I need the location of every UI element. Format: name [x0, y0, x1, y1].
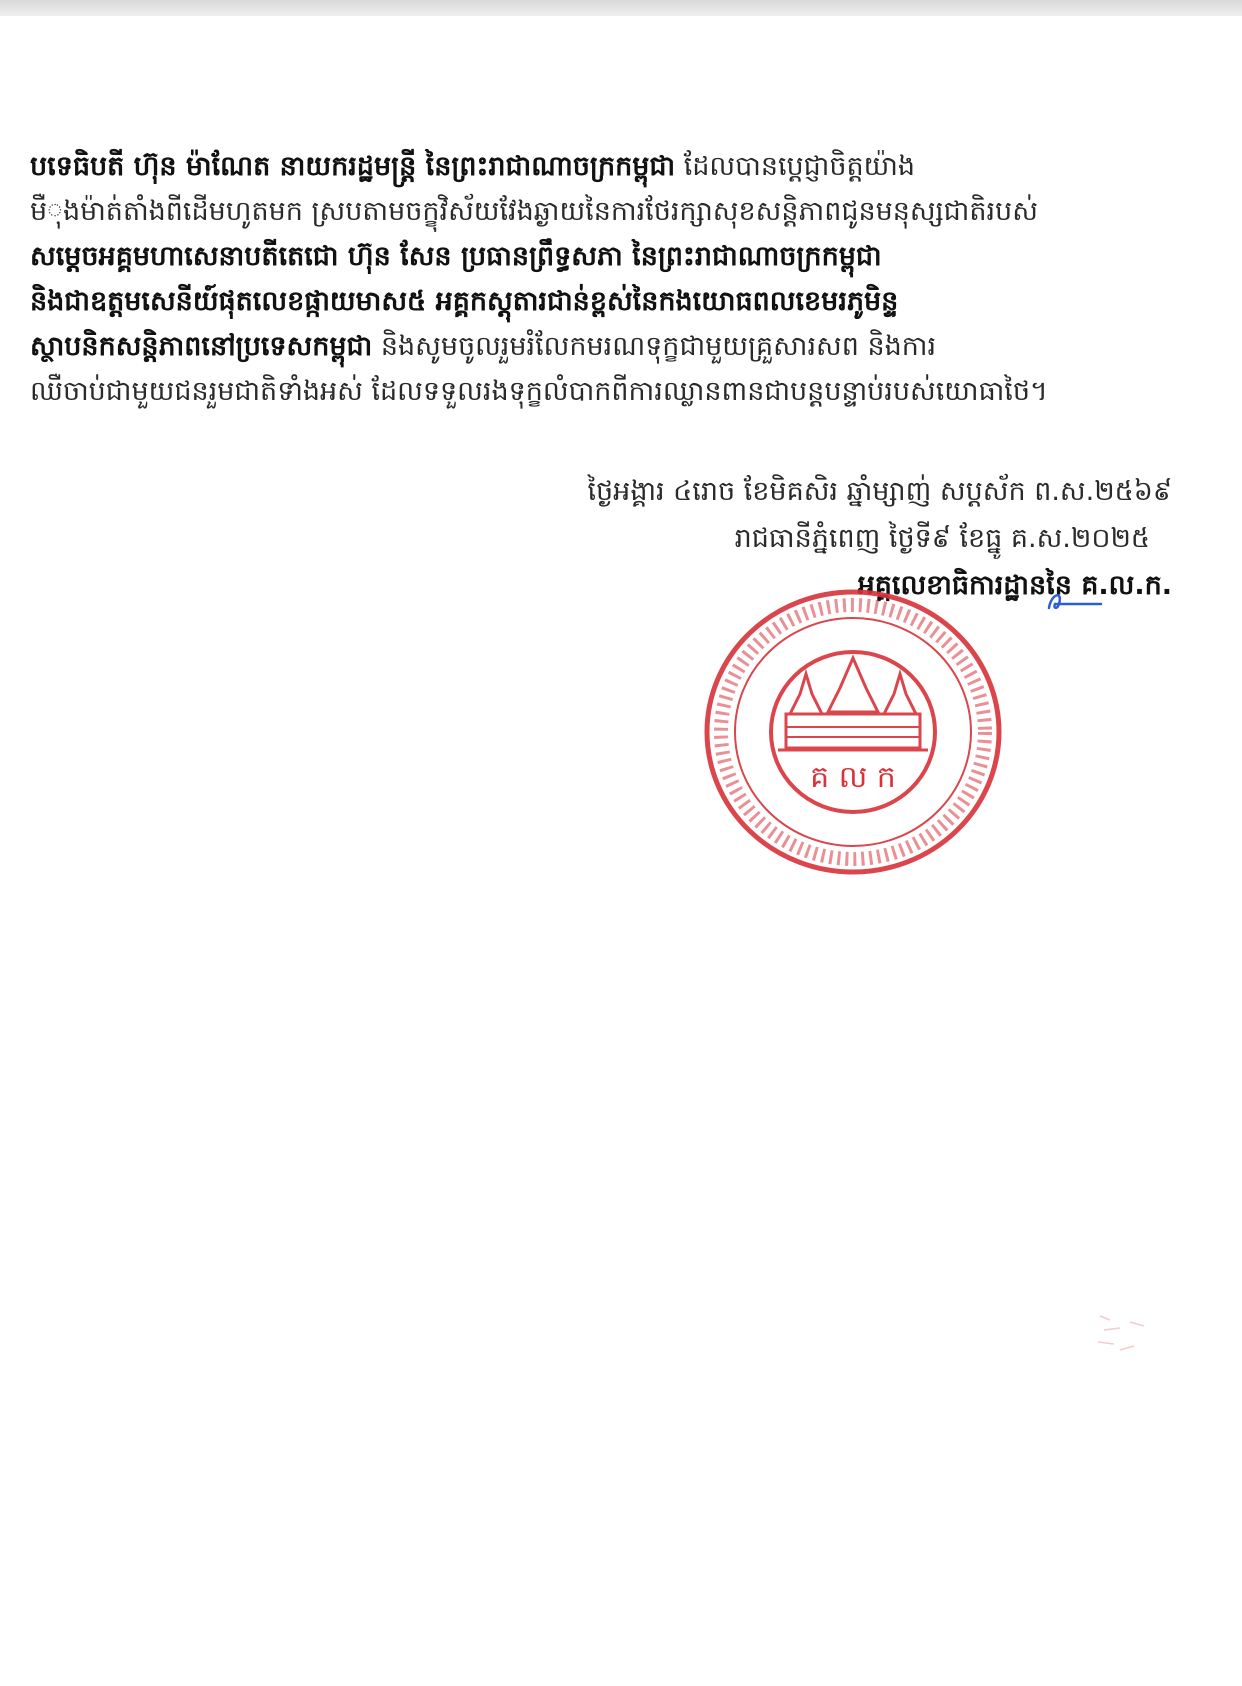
lunar-date: ថ្ងៃអង្គារ ៤រោច ខែមិគសិរ ឆ្នាំម្សាញ់ សប្តស័ក ព.ស.២៥៦៩ [587, 476, 1172, 507]
official-seal-icon [700, 582, 1006, 882]
bold-phrase: និងជាឧត្តមសេនីយ៍ផុតលេខផ្កាយមាស៥ អគ្គកស្តុតារជាន់ខ្ពស់នៃកងយោធពលខេមរភូមិន្ទ [30, 286, 899, 317]
viewer-top-bar [0, 0, 1242, 17]
body-line [30, 324, 1180, 369]
body-line [30, 189, 1180, 234]
normal-phrase: ដែលបានប្តេជ្ញាចិត្តយ៉ាង [675, 151, 916, 182]
normal-phrase: និងសូមចូលរួមរំលែកមរណទុក្ខជាមួយគ្រួសារសព និងការ [372, 331, 937, 362]
body-line [30, 279, 1180, 324]
bold-phrase: សម្តេចអគ្គមហាសេនាបតីតេជោ ហ៊ុន សែន ប្រធានព្រឹទ្ធសភា នៃព្រះរាជាណាចក្រកម្ពុជា [30, 241, 882, 272]
normal-phrase: មឺុងម៉ាត់តាំងពីដើមហូតមក ស្របតាមចក្ខុវិស័យវែងឆ្ងាយនៃការថែរក្សាសុខសន្តិភាពជូនមនុស្សជាតិរបស់ [30, 196, 1038, 227]
document-page [0, 16, 1242, 1686]
body-line [30, 234, 1180, 279]
signatory-title: អគ្គលេខាធិការដ្ឋាននៃ គ.ល.ក. [857, 570, 1172, 601]
bold-phrase: ស្ថាបនិកសន្តិភាពនៅប្រទេសកម្ពុជា [30, 331, 373, 362]
seal-center-text: គ ល ក [810, 760, 896, 795]
bold-phrase: បទេធិបតី ហ៊ុន ម៉ាណែត នាយករដ្ឋមន្ត្រី នៃព្រះរាជាណាចក្រកម្ពុជា [30, 151, 676, 182]
signature-scribble-icon [1045, 586, 1105, 616]
body-line [30, 369, 1180, 414]
normal-phrase: ឈឺចាប់ជាមួយជនរួមជាតិទាំងអស់ ដែលទទួលរងទុក្ខលំបាកពីការឈ្លានពានជាបន្តបន្ទាប់របស់យោធាថៃ។ [30, 376, 1048, 407]
faint-stamp-mark-icon [1090, 1306, 1160, 1366]
gregorian-date: រាជធានីភ្នំពេញ ថ្ងៃទី៩ ខែធ្នូ គ.ស.២០២៥ [734, 523, 1150, 554]
letter-body [30, 144, 1180, 414]
body-line [30, 144, 1180, 189]
